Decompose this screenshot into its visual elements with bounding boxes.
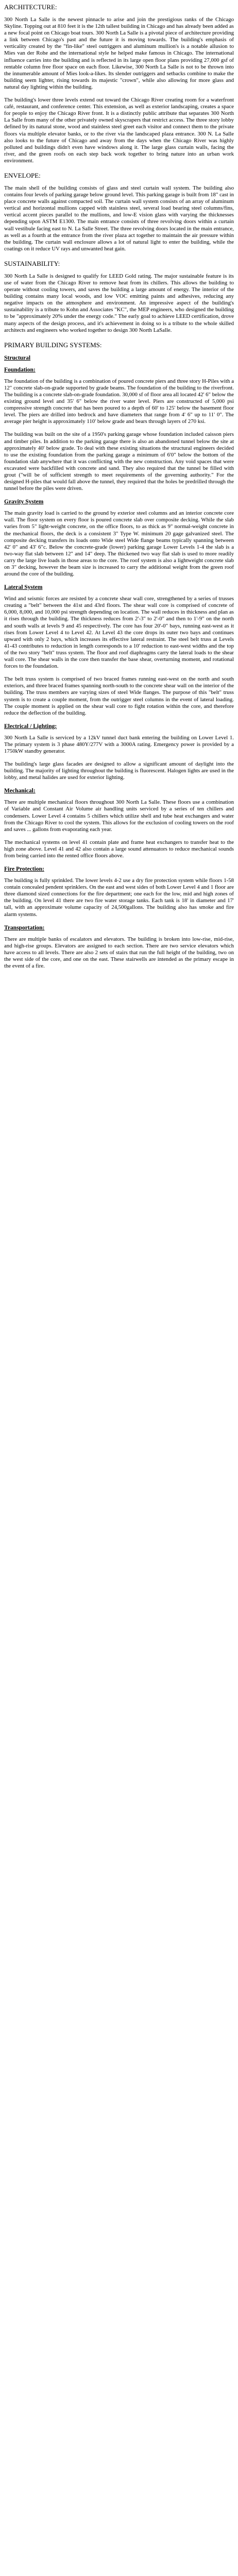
- mechanical-paragraph: There are multiple mechanical floors throughout 300 North La Salle. These floors use a combination of Variable and Constant Air Volume air handling units serviced by a series of ten chillers and condensers. Lower Level 4 contains 5 chillers which utilize shell and tube heat exchangers and water from the Chicago River to cool the system. This allows for the exclusion of cooling towers on the roof and saves ... gallons from evaporating each year.: [4, 799, 234, 833]
- lateral-subheading: Lateral System: [4, 584, 43, 591]
- foundation-subheading: Foundation:: [4, 366, 36, 373]
- electrical-paragraph: 300 North La Salle is serviced by a 12kV tunnel duct bank entering the building on Lower Level 1. The primary system is 3 phase 480Y/277V with a 3000A rating. Emergency power is provided by a 1750kW standby generator.: [4, 734, 234, 754]
- structural-subheading: Structural: [4, 354, 31, 361]
- foundation-paragraph: The building was built on the site of a 1950's parking garage whose foundation included caisson piers and timber piles. In addition to the parking garage there is also an abandoned tunnel below the site at approximately 40' below grade. To deal with these existing situations the structural engineers decided to use the existing foundation from the parking garage a minimum of 6'0" below the bottom of the foundation slab anywhere that it was conflicting with the new construction. Any void spaces that were excavated were backfilled with concrete and sand. They also required that the tunnel be filled with grout ("will be of sufficient strength to meet requirements of the governing authority." For the designed H-piles that would fall above the tunnel, they required that the holes be predrilled through the tunnel before the piles were driven.: [4, 431, 234, 492]
- sustainability-section: [4, 260, 234, 334]
- architecture-paragraph: 300 North La Salle is the newest pinnacle to arise and join the prestigious ranks of the Chicago Skyline. Topping out at 810 feet it is the 12th tallest building in Chicago and has already been added as a new focal point on Chicago boat tours. 300 North La Salle is a pivotal piece of architecture providing a link between Chicago's past and the future it is moving towards. The building's emphasis of verticality created by the "fin-like" steel outriggers and aluminum mullion's is a notable allusion to Mies van der Rohe and the international style he helped make famous in Chicago. The international influence carries into the building and is reflected in its large open floor plans providing 27,000 gsf of rentable column free floor space on each floor. Likewise, 300 North La Salle is not to be thrown into the innumerable amount of Mies look-a-likes. Its slender outriggers and setbacks combine to make the building seem lighter, rising towards its majestic "crown", while also allowing for more glass and natural day lighting within the building.: [4, 16, 234, 90]
- envelope-heading: ENVELOPE:: [4, 171, 41, 179]
- gravity-subheading: Gravity System: [4, 499, 44, 505]
- mechanical-subheading: Mechanical:: [4, 788, 36, 794]
- fire-protection-subheading: Fire Protection:: [4, 866, 44, 873]
- mechanical-paragraph: The mechanical systems on level 41 contain plate and frame heat exchangers to transfer heat to the high zone above. Level 41 and 42 also contain a large sound attenuators to reduce mechanical sounds from being carried into the rented office floors above.: [4, 839, 234, 859]
- electrical-paragraph: The building's large glass facades are designed to allow a significant amount of daylight into the building. The majority of lighting throughout the building is fluorescent. Halogen lights are used in the lobby, and metal halides are used for exterior lighting.: [4, 761, 234, 781]
- architecture-paragraph: The building's lower three levels extend out toward the Chicago River creating room for a waterfront café, restaurant, and conference center. This extension, as well as exterior landscaping, creates a space for people to enjoy the Chicago River front. It is a distinctly public attribute that separates 300 North La Salle from many of the other privately owned skyscrapers that restrict access. The three story lobby defined by its natural stone, wood and stainless steel greet each visitor and connect them to the private floors via multiple elevator banks, or to the river via the landscaped plaza entrance. 300 N. La Salle also looks to the future of Chicago and away from the days when the Chicago River was highly polluted and buildings didn't even have windows along it. The large glass curtain walls, facing the river, and the green roofs on each step back work together to bring nature into an urban work environment.: [4, 97, 234, 164]
- sustainability-paragraph: 300 North La Salle is designed to qualify for LEED Gold rating. The major sustainable feature is its use of water from the Chicago River to remove heat from its chillers. This allows the building to operate without cooling towers, and saves the building a large amount of energy. The interior of the building contains many local woods, and low VOC emitting paints and adhesives, reducing any negative impacts on the atmosphere and environment. An impressive aspect of the building's sustainability is a tribute to Kohn and Associates "KC", the MEP engineers, who designed the building to be "approximately 20% under the energy code." The early goal to achieve LEED certification, drove many aspects of the design process, and it's achievement in doing so is a tribute to the whole skilled architects and engineers who worked together to design 300 North LaSalle.: [4, 273, 234, 333]
- transportation-paragraph: There are multiple banks of escalators and elevators. The building is broken into low-rise, mid-rise, and high-rise groups. Elevators are assigned to each section. There are two service elevators which have access to all levels. There are also 2 sets of stairs that run the full height of the building, two on the west side of the core, and one on the east. These stairwells are intended as the primary escape in the event of a fire.: [4, 936, 234, 970]
- gravity-paragraph: The main gravity load is carried to the ground by exterior steel columns and an interior concrete core wall. The floor system on every floor is poured concrete slab over composite decking. While the slab varies from 5" light-weight concrete, on the office floors, to as thick as 9" normal-weight concrete in the mechanical floors, the deck is a consistent 3" Type W. minimum 20 gage galvanized steel. The composite decking transfers its loads onto Wide steel Wide flange beams typically spanning between 42' 0" and 43' 6"c. Below the concrete-grade (lower) parking garage Lower Levels 1-4 the slab is a two-way flat slab between 12" and 14" deep. The thickened two way flat slab is used to more readily carry the large live loads in those areas to the core. The roof system is also a lightweight concrete slab on 3" decking, however the beam size is increased to carry the additional weight from the green roof around the core of the building.: [4, 510, 234, 578]
- envelope-section: [4, 172, 234, 252]
- architecture-heading: ARCHITECTURE:: [4, 3, 57, 11]
- sustainability-heading: SUSTAINABILITY:: [4, 259, 60, 267]
- fire-protection-paragraph: The building is fully sprinkled. The lower levels 4-2 use a dry fire protection system while floors 1-58 contain concealed pendent sprinklers. On the east and west sides of both Lower Level 4 and 1 floor are three diamond sized connections for the fire department; one each for the low, mid and high zones of the building. On level 41 there are two fire water storage tanks. Each tank is 18' in diameter and 17' tall, with an approximate volume capacity of 24,500gallons. The building also has smoke and fire alarm systems.: [4, 877, 234, 918]
- primary-systems-heading: PRIMARY BUILDING SYSTEMS:: [4, 341, 102, 349]
- lateral-paragraph: The belt truss system is comprised of two braced frames running east-west on the north and south exteriors, and three braced frames spanning north-south to the concrete shear wall on the interior of the building. The truss members are varying sizes of steel Wide flanges. The purpose of this "belt" truss system is to create a couple moment, from the outrigger steel columns in the event of lateral loading. The couple moment is applied on the shear wall core to fight rotation within the core, and therefore reduce the deflection of the building.: [4, 676, 234, 716]
- electrical-subheading: Electrical / Lighting:: [4, 723, 57, 730]
- envelope-paragraph: The main shell of the building consists of glass and steel curtain wall system. The building also contains four levels of parking garage below ground level. This parking garage is built from 18" cast in place concrete walls against compacted soil. The curtain wall system consists of an array of aluminum vertical and horizontal mullions capped with stainless steel, several load bearing steel columns/fins, vertical accent pieces parallel to the mullions, and low-E vision glass with varying the thicknesses depending upon ASTM E1300. The main entrance consists of three revolving doors within a curtain wall vestibule facing east to N. La Salle Street. The three revolving doors located in the main entrance, as well as a fourth at the entrance from the river plaza act together to maintain the air pressure within the building. The curtain wall enclosure allows a lot of natural light to enter the building, while the coatings on it reduce UV rays and unwanted heat gain.: [4, 184, 234, 252]
- lateral-paragraph: Wind and seismic forces are resisted by a concrete shear wall core, strengthened by a series of trusses creating a "belt" between the 41st and 43rd floors. The shear wall core is comprised of concrete of 6,000, 8,000, and 10,000 psi strength depending on location. The wall reduces in thickness and plan as it rises through the building. The thickness reduces from 2'-3" to 2'-0" and then to 1'-9" on the north and south walls at levels 9 and 45 respectively. The core has four 20'-0" bays, running east-west as it rises from Lower Level 4 to Level 42. At Level 43 the core drops its outer two bays and continues upward with only 2 bays, which increases its effective lateral restraint. The steel belt truss at Levels 41-43 contributes to reduction in length corresponds to a 10' reduction to east-west widths and the top of the two story "belt" truss system. The floor and roof diaphragms carry the lateral loads to the shear wall core. The shear walls in the core then transfer the base shear, overturning moment, and rotational forces to the foundation.: [4, 596, 234, 670]
- architecture-section: [4, 3, 234, 164]
- foundation-paragraph: The foundation of the building is a combination of poured concrete piers and three story H-Piles with a 12" concrete slab-on-grade supported by grade beams. The foundation of the building to the riverfront. The building is a concrete slab-on-grade foundation. 30,000 sf of floor area all located 42' 6" below the existing ground level and 35' 6" below the river water level. Piers are constructed of 5,000 psi compressive strength concrete that has been poured to a depth of 60' to 125' below the basement floor level. The piers are drilled into bedrock and have diameters that range from 4' 6" up to 11' 0". The average pier height is approximately 110' below grade and bears through layers of 270 ksi.: [4, 378, 234, 425]
- transportation-subheading: Transportation:: [4, 924, 45, 931]
- primary-systems-section: [4, 341, 234, 970]
